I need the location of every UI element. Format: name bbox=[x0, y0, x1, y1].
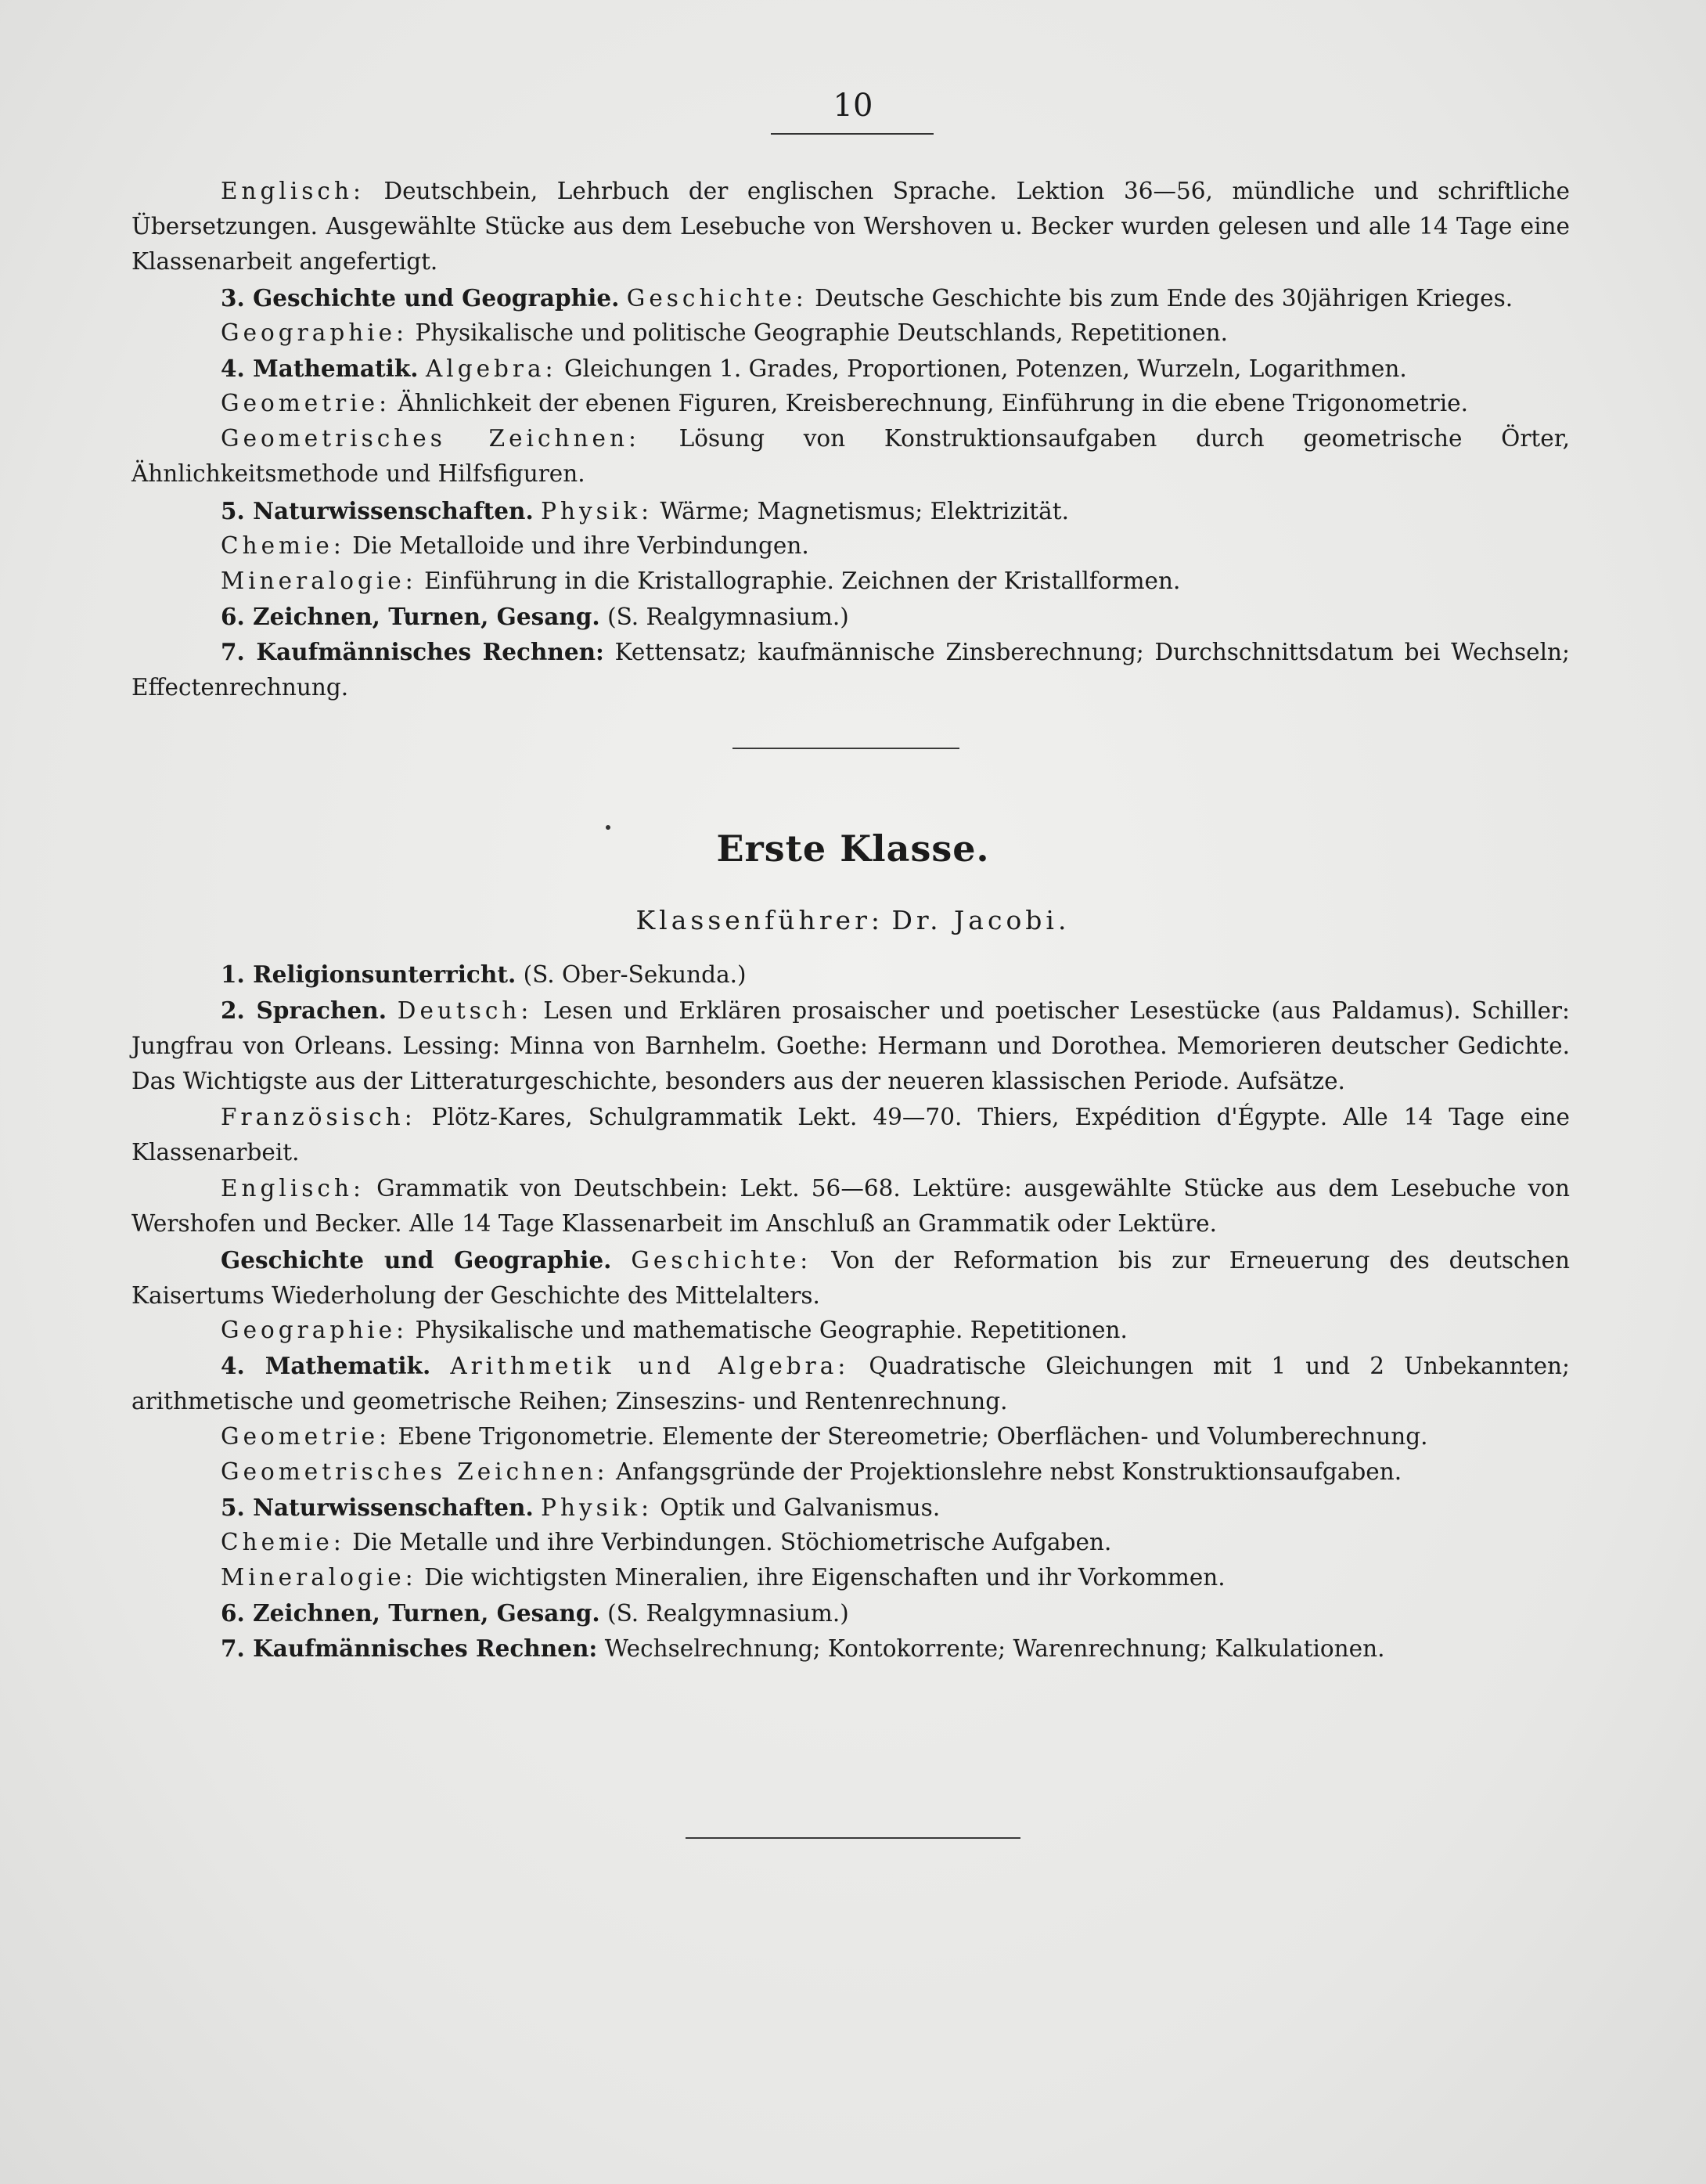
end-divider bbox=[686, 1837, 1020, 1839]
text-geographie-2: Physikalische und mathematische Geographie. Repetitionen. bbox=[415, 1317, 1128, 1343]
heading-natur-2: 5. Naturwissenschaften. bbox=[221, 1494, 534, 1521]
paragraph-englisch-2 bbox=[131, 1171, 1570, 1242]
paragraph-rechnen bbox=[131, 634, 1570, 705]
label-franz: Französisch: bbox=[221, 1104, 416, 1130]
label-chemie: Chemie: bbox=[221, 532, 345, 559]
heading-geschichte-geographie: 3. Geschichte und Geographie. bbox=[221, 284, 620, 312]
text-englisch-2: Grammatik von Deutschbein: Lekt. 56—68. Lektüre: ausgewählte Stücke aus dem Lesebuche von Wershofen und Becker. Alle 14 Tage Klassenarbeit im Anschluß an Grammatik oder Lektüre. bbox=[131, 1175, 1570, 1237]
label-geo-zeichnen-2: Geometrisches Zeichnen: bbox=[221, 1458, 609, 1485]
klassenfuehrer-line bbox=[0, 905, 1706, 935]
text-physik: Wärme; Magnetismus; Elektrizität. bbox=[660, 498, 1069, 524]
text-deutsch: Lesen und Erklären prosaischer und poetischer Lesestücke (aus Paldamus). Schiller: Jungfrau von Orleans. Lessing: Minna von Barnhelm. Goethe: Hermann und Dorothea. Memorieren deutscher Gedichte. Das Wichtigste aus der Litteraturgeschichte, besonders aus der neueren klassischen Periode. Aufsätze. bbox=[131, 997, 1570, 1094]
label-englisch-2: Englisch: bbox=[221, 1175, 365, 1202]
paragraph-franz bbox=[131, 1100, 1570, 1170]
label-geographie: Geographie: bbox=[221, 319, 409, 346]
paragraph-zeichnen-2 bbox=[131, 1595, 1570, 1631]
paragraph-chemie-2 bbox=[131, 1525, 1570, 1560]
text-arithmetik: Quadratische Gleichungen mit 1 und 2 Unbekannten; arithmetische und geometrische Reihen; Zinseszins- und Rentenrechnung. bbox=[131, 1353, 1570, 1415]
text-geometrie-2: Ebene Trigonometrie. Elemente der Stereometrie; Oberflächen- und Volumberechnung. bbox=[398, 1423, 1428, 1450]
text-physik-2: Optik und Galvanismus. bbox=[660, 1494, 941, 1521]
text-geographie: Physikalische und politische Geographie Deutschlands, Repetitionen. bbox=[415, 319, 1229, 346]
heading-mathematik-2: 4. Mathematik. bbox=[221, 1352, 431, 1379]
label-physik-2: Physik: bbox=[541, 1494, 653, 1521]
text-chemie: Die Metalloide und ihre Verbindungen. bbox=[352, 532, 809, 559]
paragraph-zeichnen bbox=[131, 599, 1570, 635]
label-englisch: Englisch: bbox=[221, 178, 365, 204]
label-physik: Physik: bbox=[541, 498, 653, 524]
label-geometrie-2: Geometrie: bbox=[221, 1423, 391, 1450]
paragraph-mathematik-2 bbox=[131, 1348, 1570, 1419]
label-mineralogie: Mineralogie: bbox=[221, 568, 417, 594]
text-algebra: Gleichungen 1. Grades, Proportionen, Potenzen, Wurzeln, Logarithmen. bbox=[563, 355, 1407, 382]
text-chemie-2: Die Metalle und ihre Verbindungen. Stöchiometrische Aufgaben. bbox=[352, 1529, 1112, 1555]
paragraph-natur-2 bbox=[131, 1490, 1570, 1526]
text-geschichte-2: Von der Reformation bis zur Erneuerung des deutschen Kaisertums Wiederholung der Geschichte des Mittelalters. bbox=[131, 1247, 1570, 1309]
label-geschichte: Geschichte: bbox=[626, 285, 808, 312]
text-geschichte: Deutsche Geschichte bis zum Ende des 30jährigen Krieges. bbox=[815, 285, 1513, 312]
section-title: Erste Klasse. bbox=[716, 827, 990, 870]
paragraph-geometrie-2 bbox=[131, 1419, 1570, 1454]
heading-natur: 5. Naturwissenschaften. bbox=[221, 497, 534, 524]
label-klassenfuehrer: Klassenführer: bbox=[635, 905, 884, 935]
paragraph-religion bbox=[131, 957, 1570, 993]
text-zeichnen: (S. Realgymnasium.) bbox=[607, 604, 849, 630]
heading-religion: 1. Religionsunterricht. bbox=[221, 960, 516, 988]
text-zeichnen-2: (S. Realgymnasium.) bbox=[607, 1600, 849, 1627]
label-mineralogie-2: Mineralogie: bbox=[221, 1564, 417, 1591]
text-mineralogie-2: Die wichtigsten Mineralien, ihre Eigenschaften und ihr Vorkommen. bbox=[424, 1564, 1226, 1591]
heading-zeichnen: 6. Zeichnen, Turnen, Gesang. bbox=[221, 603, 600, 630]
text-franz: Plötz-Kares, Schulgrammatik Lekt. 49—70. Thiers, Expédition d'Égypte. Alle 14 Tage eine Klassenarbeit. bbox=[131, 1104, 1570, 1166]
text-geo-zeichnen-2: Anfangsgründe der Projektionslehre nebst Konstruktionsaufgaben. bbox=[615, 1458, 1402, 1485]
paragraph-natur bbox=[131, 493, 1570, 529]
paragraph-englisch bbox=[131, 174, 1570, 279]
text-rechnen-2: Wechselrechnung; Kontokorrente; Warenrechnung; Kalkulationen. bbox=[604, 1635, 1385, 1662]
label-geometrie: Geometrie: bbox=[221, 390, 391, 416]
label-deutsch: Deutsch: bbox=[397, 997, 533, 1024]
heading-mathematik: 4. Mathematik. bbox=[221, 355, 419, 382]
paragraph-mineralogie-2 bbox=[131, 1560, 1570, 1595]
paragraph-geschichte-2 bbox=[131, 1242, 1570, 1314]
text-englisch: Deutschbein, Lehrbuch der englischen Sprache. Lektion 36—56, mündliche und schriftliche Übersetzungen. Ausgewählte Stücke aus dem Lesebuche von Wershoven u. Becker wurden gelesen und alle 14 Tage eine Klassenarbeit angefertigt. bbox=[131, 178, 1570, 275]
text-rechnen: Kettensatz; kaufmännische Zinsberechnung; Durchschnittsdatum bei Wechseln; Effectenrechnung. bbox=[131, 639, 1570, 701]
label-geschichte-2: Geschichte: bbox=[631, 1247, 812, 1274]
paragraph-deutsch bbox=[131, 993, 1570, 1099]
paragraph-mineralogie bbox=[131, 564, 1570, 599]
paragraph-mathematik bbox=[131, 351, 1570, 387]
paragraph-geographie bbox=[131, 315, 1570, 351]
paragraph-geographie-2 bbox=[131, 1313, 1570, 1348]
paragraph-chemie bbox=[131, 528, 1570, 564]
paragraph-geo-zeichnen bbox=[131, 421, 1570, 492]
section-divider bbox=[732, 748, 959, 749]
text-geometrie: Ähnlichkeit der ebenen Figuren, Kreisberechnung, Einführung in die ebene Trigonometrie. bbox=[398, 390, 1469, 416]
paragraph-geometrie bbox=[131, 386, 1570, 421]
paragraph-geschichte bbox=[131, 280, 1570, 316]
label-geo-zeichnen: Geometrisches Zeichnen: bbox=[221, 425, 640, 452]
heading-zeichnen-2: 6. Zeichnen, Turnen, Gesang. bbox=[221, 1599, 600, 1627]
heading-rechnen-2: 7. Kaufmännisches Rechnen: bbox=[221, 1634, 598, 1662]
heading-sprachen: 2. Sprachen. bbox=[221, 996, 387, 1024]
page-number-rule bbox=[771, 133, 934, 135]
text-religion: (S. Ober-Sekunda.) bbox=[523, 961, 747, 988]
klassenfuehrer-name: Dr. Jacobi. bbox=[891, 905, 1071, 935]
text-mineralogie: Einführung in die Kristallographie. Zeichnen der Kristallformen. bbox=[424, 568, 1181, 594]
label-arithmetik: Arithmetik und Algebra: bbox=[450, 1353, 850, 1379]
paragraph-rechnen-2 bbox=[131, 1631, 1570, 1667]
label-chemie-2: Chemie: bbox=[221, 1529, 345, 1555]
label-geographie-2: Geographie: bbox=[221, 1317, 409, 1343]
text-geo-zeichnen: Lösung von Konstruktionsaufgaben durch geometrische Örter, Ähnlichkeitsmethode und Hilfsfiguren. bbox=[131, 425, 1570, 487]
page-number: 10 bbox=[833, 88, 873, 124]
heading-rechnen: 7. Kaufmännisches Rechnen: bbox=[221, 638, 604, 665]
label-algebra: Algebra: bbox=[425, 355, 557, 382]
heading-geschichte-2: Geschichte und Geographie. bbox=[221, 1246, 612, 1274]
paragraph-geo-zeichnen-2 bbox=[131, 1454, 1570, 1490]
